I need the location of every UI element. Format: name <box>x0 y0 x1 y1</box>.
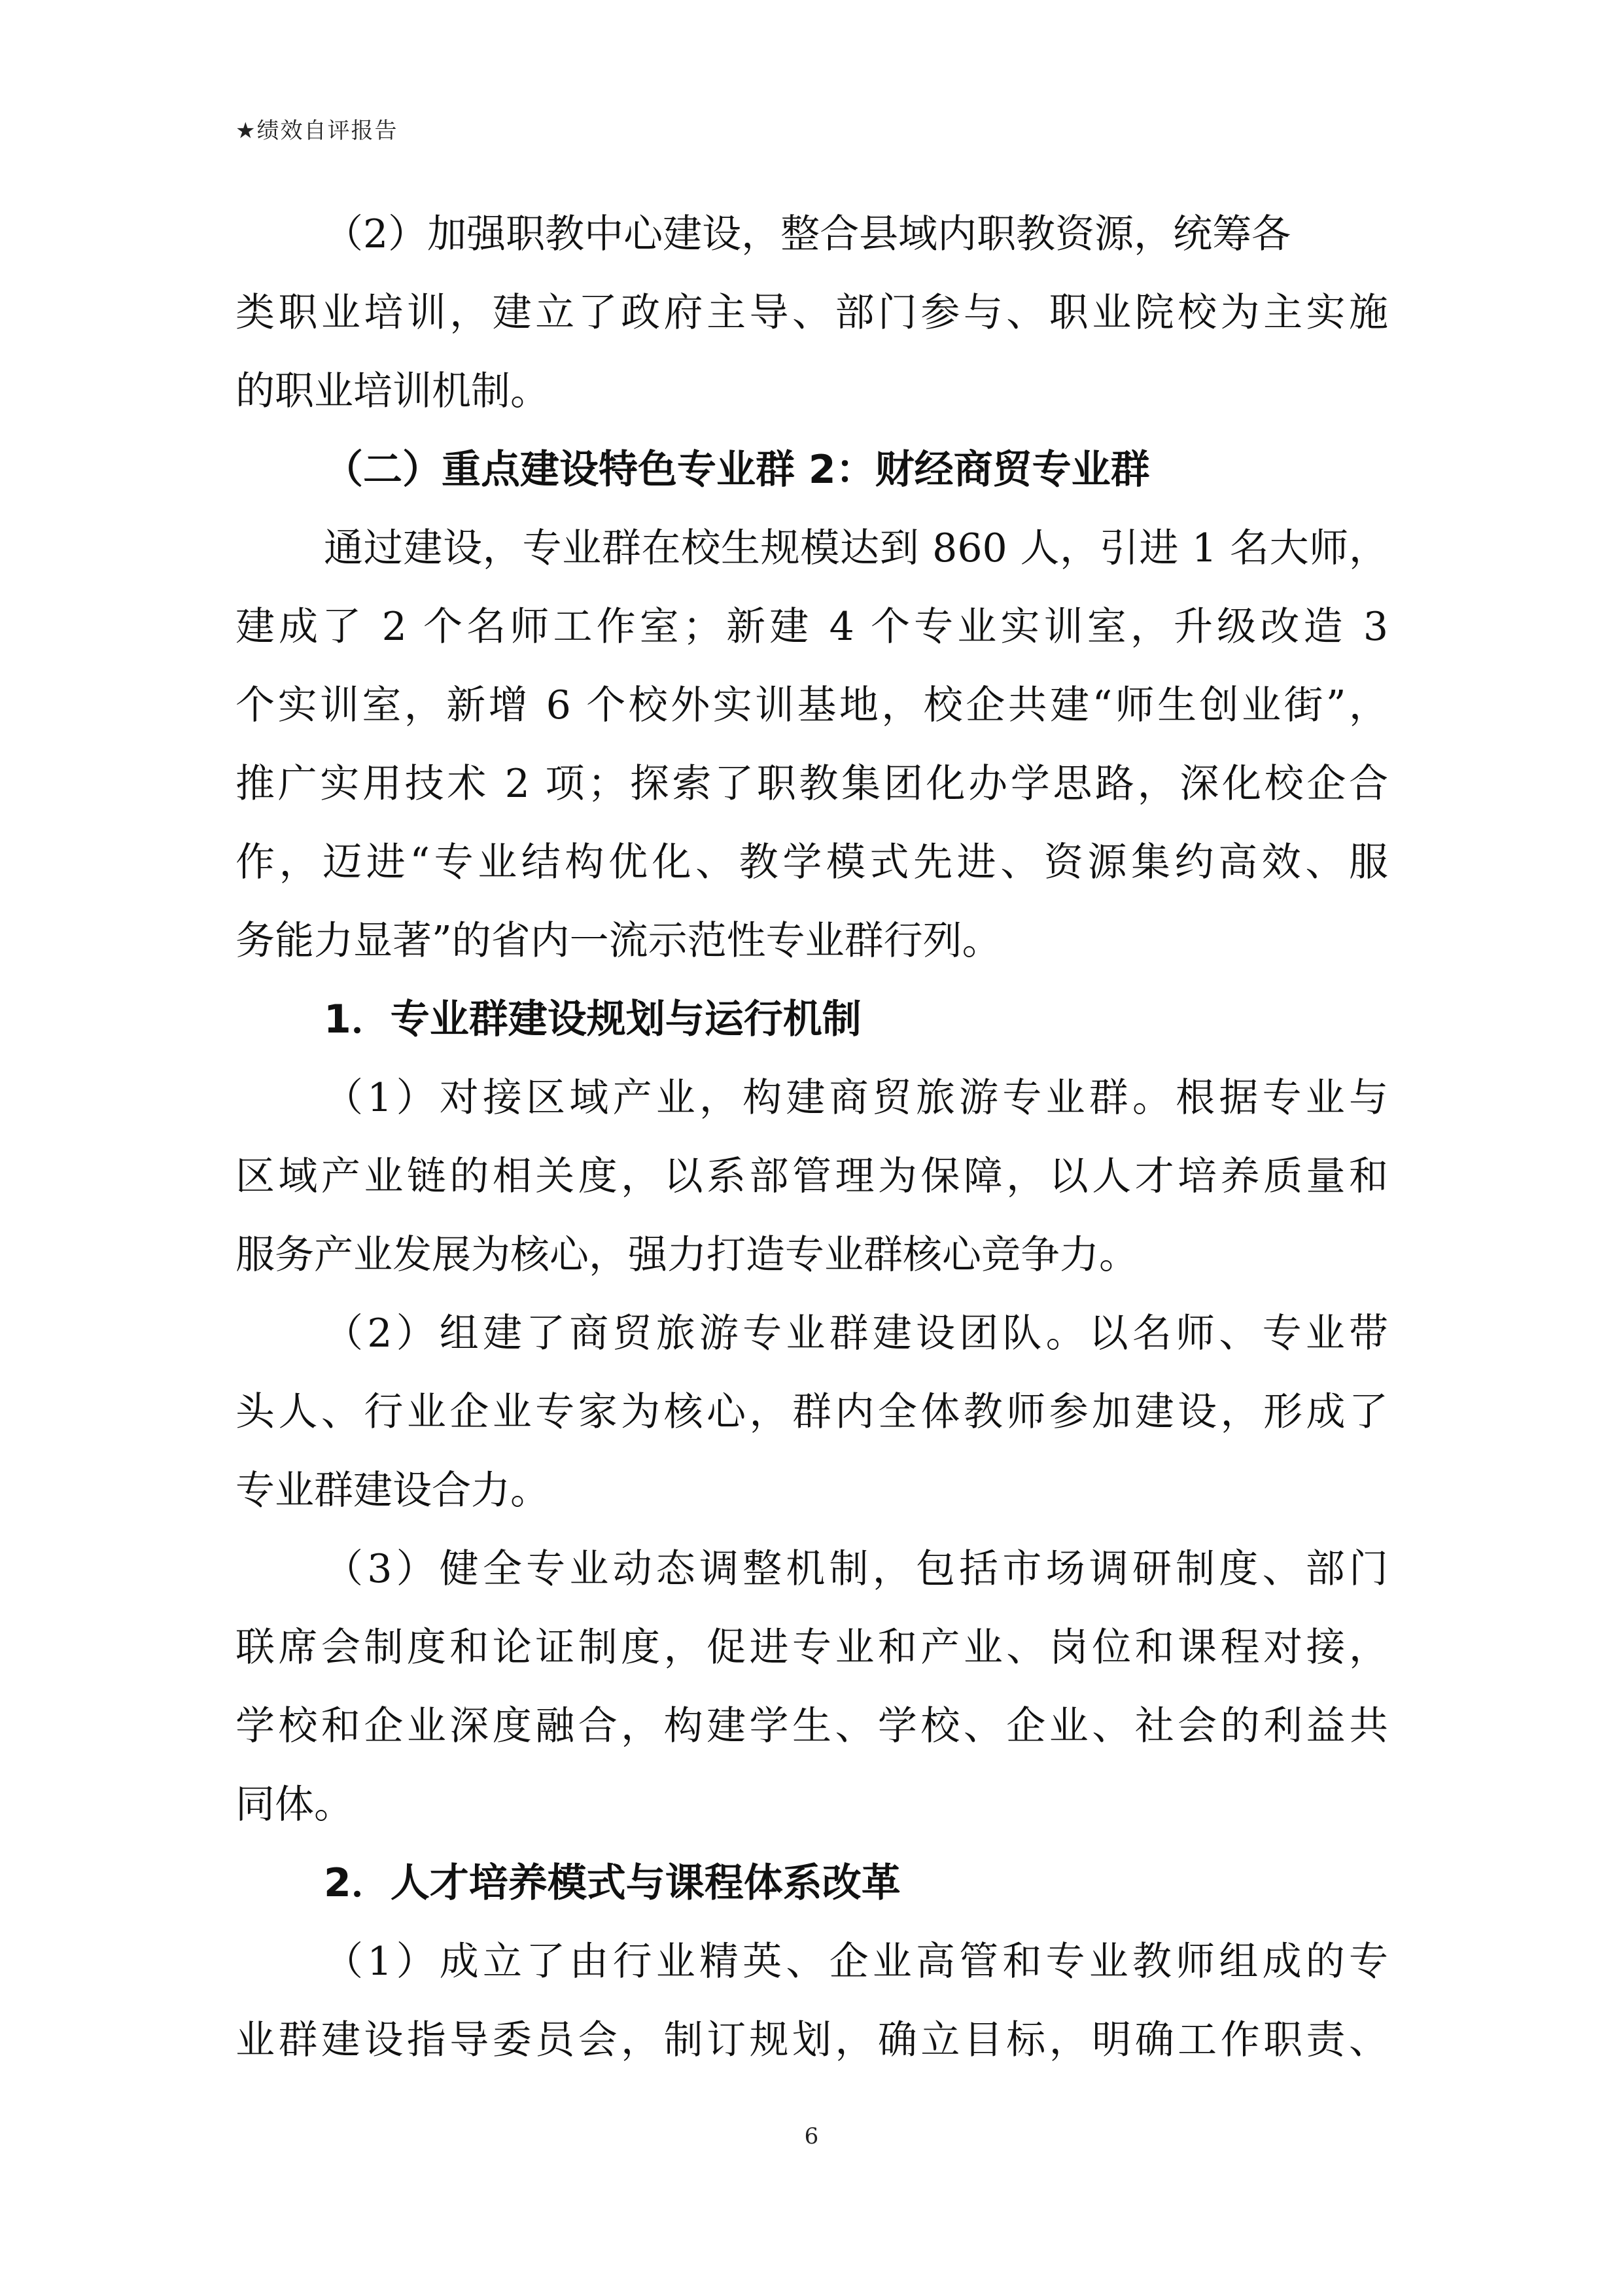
paragraph-line: 同体。 <box>236 1782 353 1828</box>
paragraph-line: 学校和企业深度融合，构建学生、学校、企业、社会的利益共 <box>236 1703 1388 1749</box>
paragraph-line: （2）组建了商贸旅游专业群建设团队。以名师、专业带 <box>324 1311 1388 1356</box>
paragraph-line: 个实训室，新增 6 个校外实训基地，校企共建“师生创业街”， <box>236 682 1388 728</box>
paragraph-line: （1）成立了由行业精英、企业高管和专业教师组成的专 <box>324 1939 1388 1985</box>
paragraph-line: 类职业培训，建立了政府主导、部门参与、职业院校为主实施 <box>236 290 1388 336</box>
paragraph-line: 推广实用技术 2 项；探索了职教集团化办学思路，深化校企合 <box>236 761 1388 807</box>
section-heading: （二）重点建设特色专业群 2：财经商贸专业群 <box>324 447 1150 493</box>
paragraph-line: 务能力显著”的省内一流示范性专业群行列。 <box>236 918 1002 964</box>
paragraph-line: （2）加强职教中心建设，整合县域内职教资源，统筹各 <box>324 211 1291 257</box>
paragraph-line: 的职业培训机制。 <box>236 368 550 414</box>
paragraph-line: （1）对接区域产业，构建商贸旅游专业群。根据专业与 <box>324 1075 1388 1121</box>
subsection-heading: 1．专业群建设规划与运行机制 <box>324 997 862 1042</box>
report-header: ★绩效自评报告 <box>236 118 398 144</box>
paragraph-line: 头人、行业企业专家为核心，群内全体教师参加建设，形成了 <box>236 1389 1388 1435</box>
paragraph-line: 通过建设，专业群在校生规模达到 860 人，引进 1 名大师， <box>324 525 1388 571</box>
paragraph-line: 业群建设指导委员会，制订规划，确立目标，明确工作职责、 <box>236 2017 1388 2063</box>
paragraph-line: 联席会制度和论证制度，促进专业和产业、岗位和课程对接， <box>236 1625 1388 1670</box>
paragraph-line: 区域产业链的相关度，以系部管理为保障，以人才培养质量和 <box>236 1154 1388 1199</box>
page-number: 6 <box>804 2123 819 2149</box>
paragraph-line: 专业群建设合力。 <box>236 1468 550 1513</box>
paragraph-line: （3）健全专业动态调整机制，包括市场调研制度、部门 <box>324 1546 1388 1592</box>
subsection-heading: 2．人才培养模式与课程体系改革 <box>324 1860 901 1906</box>
paragraph-line: 作，迈进“专业结构优化、教学模式先进、资源集约高效、服 <box>236 839 1388 885</box>
paragraph-line: 建成了 2 个名师工作室；新建 4 个专业实训室，升级改造 3 <box>236 604 1388 650</box>
paragraph-line: 服务产业发展为核心，强力打造专业群核心竞争力。 <box>236 1232 1138 1278</box>
